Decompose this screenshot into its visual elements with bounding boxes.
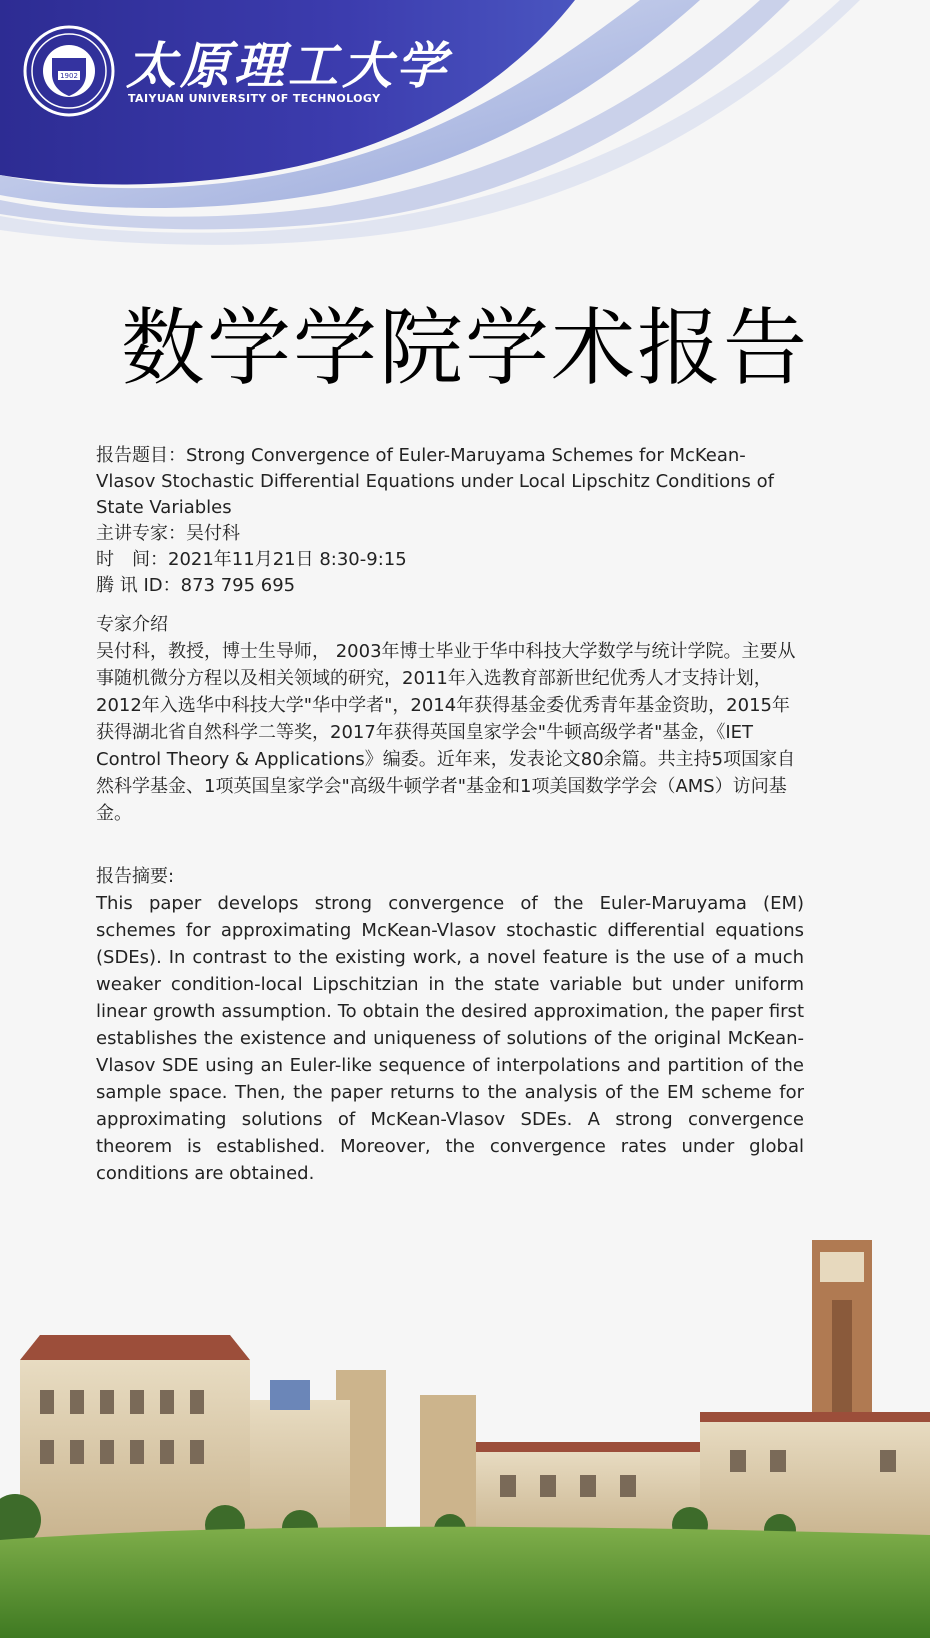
talk-time: 时 间：2021年11月21日 8:30-9:15 <box>96 549 407 570</box>
bio-text: 吴付科，教授，博士生导师， 2003年博士毕业于华中科技大学数学与统计学院。主要从事随机微分方程以及相关领域的研究，2011年入选教育部新世纪优秀人才支持计划，2012年入选华中科技大学"华中学者"，2014年获得基金委优秀青年基金资助，2015年获得湖北省自然科学二等奖，2017年获得英国皇家学会"牛顿高级学者"基金，《IET Control Theory & Applications》编委。近年来，发表论文80余篇。共主持5项国家自然科学基金、1项英国皇家学会"高级牛顿学者"基金和1项美国数学学会（AMS）访问基金。 <box>96 641 796 824</box>
page-title: 数学学院学术报告 <box>120 299 809 397</box>
speaker: 主讲专家：吴付科 <box>96 523 240 544</box>
speaker-bio-section <box>96 611 804 827</box>
abstract-text: This paper develops strong convergence of the Euler-Maruyama (EM) schemes for approximating McKean-Vlasov stochastic differential equations (SDEs). In contrast to the existing work, a novel feature is the use of a much weaker condition-local Lipschitzian in the state variable but under uniform linear growth assumption. To obtain the desired approximation, the paper first establishes the existence and uniqueness of solutions of the original McKean-Vlasov SDE using an Euler-like sequence of interpolations and partition of the sample space. Then, the paper returns to the analysis of the EM scheme for approximating solutions of McKean-Vlasov SDEs. A strong convergence theorem is established. Moreover, the convergence rates under global conditions are obtained. <box>96 893 804 1184</box>
seal-year: 1902 <box>60 72 78 80</box>
talk-title: 报告题目：Strong Convergence of Euler-Maruyama Schemes for McKean-Vlasov Stochastic Differential Equations under Local Lipschitz Conditions of State Variables <box>96 445 774 518</box>
tencent-meeting-id: 腾 讯 ID：873 795 695 <box>96 575 296 596</box>
bio-heading: 专家介绍 <box>96 614 168 635</box>
abstract-section <box>96 863 804 1187</box>
talk-info <box>96 443 804 599</box>
university-name-en: TAIYUAN UNIVERSITY OF TECHNOLOGY <box>128 92 381 105</box>
abstract-heading: 报告摘要: <box>96 866 175 887</box>
university-name-cn: 太原理工大学 <box>126 36 450 95</box>
campus-buildings-illustration <box>0 1240 930 1638</box>
university-seal-logo <box>22 16 116 126</box>
